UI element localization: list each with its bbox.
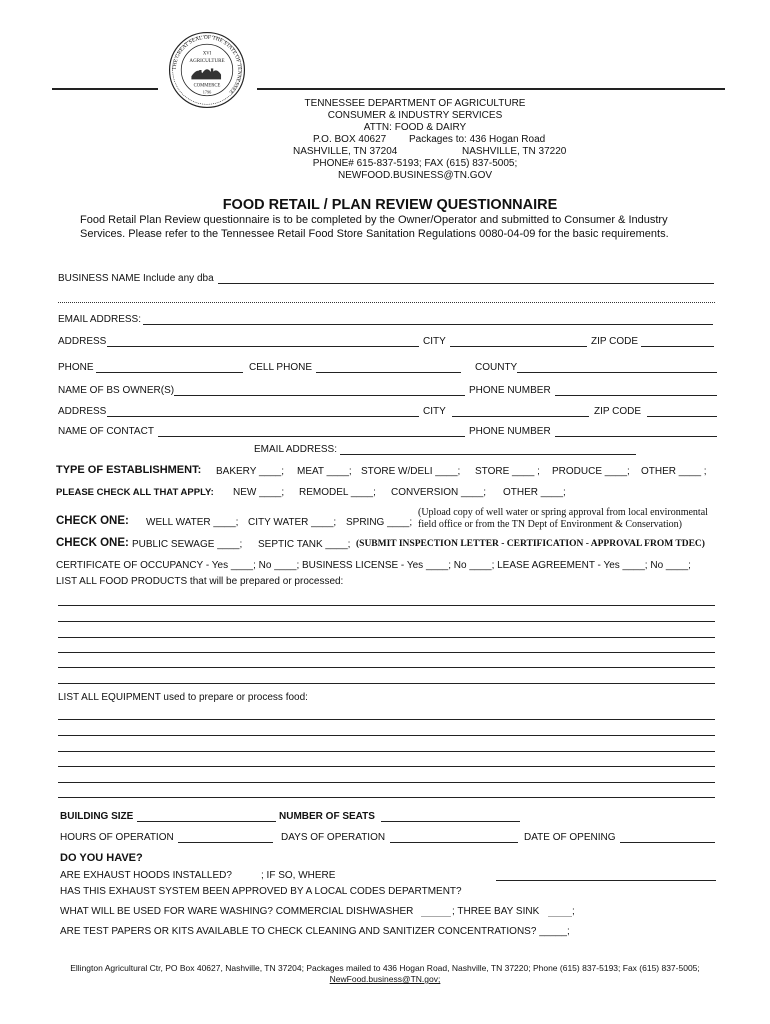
email-field-1[interactable] xyxy=(143,324,713,325)
building-size-label: BUILDING SIZE xyxy=(60,811,134,822)
county-label: COUNTY xyxy=(475,362,518,373)
email-label-1: EMAIL ADDRESS: xyxy=(58,314,141,325)
equipment-line-3[interactable] xyxy=(58,751,715,752)
food-products-line-6[interactable] xyxy=(58,683,715,684)
three-bay-sink-field[interactable] xyxy=(548,916,572,917)
establishment-other[interactable]: OTHER ____ ; xyxy=(641,466,707,477)
header-city-left: NASHVILLE, TN 37204 xyxy=(293,146,398,157)
email-label-2: EMAIL ADDRESS: xyxy=(254,444,337,455)
water-note-1: (Upload copy of well water or spring approval from local environmental xyxy=(418,507,708,518)
water-spring[interactable]: SPRING ____; xyxy=(346,517,413,528)
number-of-seats-field[interactable] xyxy=(381,821,520,822)
water-well[interactable]: WELL WATER ____; xyxy=(146,517,239,528)
building-size-field[interactable] xyxy=(137,821,276,822)
equipment-label: LIST ALL EQUIPMENT used to prepare or process food: xyxy=(58,692,308,703)
seal-agriculture: AGRICULTURE xyxy=(189,58,225,65)
equipment-line-6[interactable] xyxy=(58,797,715,798)
establishment-meat[interactable]: MEAT ____; xyxy=(297,466,352,477)
food-products-line-2[interactable] xyxy=(58,621,715,622)
do-you-have-heading: DO YOU HAVE? xyxy=(60,852,143,864)
header-attn: ATTN: FOOD & DAIRY xyxy=(363,122,467,133)
header-pobox: P.O. BOX 40627 xyxy=(313,134,387,145)
check-all-label: PLEASE CHECK ALL THAT APPLY: xyxy=(56,487,214,498)
county-field[interactable] xyxy=(517,372,717,373)
contact-field[interactable] xyxy=(158,436,465,437)
test-papers-label[interactable]: ARE TEST PAPERS OR KITS AVAILABLE TO CHECK CLEANING AND SANITIZER CONCENTRATIONS? _____; xyxy=(60,926,570,937)
address-label-1: ADDRESS xyxy=(58,336,107,347)
header-rule-right xyxy=(257,88,725,90)
footer-email-link[interactable]: NewFood.business@TN.gov; xyxy=(329,974,441,984)
sewage-check-one-label: CHECK ONE: xyxy=(56,537,129,549)
exhaust-label: ARE EXHAUST HOODS INSTALLED? xyxy=(60,870,232,881)
zip-field-1[interactable] xyxy=(641,346,714,347)
zip-label-1: ZIP CODE xyxy=(591,336,639,347)
seal-year: 1796 xyxy=(202,89,212,95)
food-products-line-1[interactable] xyxy=(58,605,715,606)
equipment-line-5[interactable] xyxy=(58,782,715,783)
if-so-where-label: ; IF SO, WHERE xyxy=(261,870,336,881)
check-new[interactable]: NEW ____; xyxy=(233,487,285,498)
exhaust-approved-label: HAS THIS EXHAUST SYSTEM BEEN APPROVED BY A LOCAL CODES DEPARTMENT? xyxy=(60,886,462,897)
business-name-label: BUSINESS NAME Include any dba xyxy=(58,273,214,284)
equipment-line-2[interactable] xyxy=(58,735,715,736)
check-conversion[interactable]: CONVERSION ____; xyxy=(391,487,487,498)
city-field-1[interactable] xyxy=(450,346,587,347)
phone-number-field-2[interactable] xyxy=(555,436,717,437)
phone-number-label-2: PHONE NUMBER xyxy=(469,426,551,437)
exhaust-where-field[interactable] xyxy=(496,880,716,881)
check-other[interactable]: OTHER ____; xyxy=(503,487,566,498)
address-field-2[interactable] xyxy=(107,416,419,417)
city-label-2: CITY xyxy=(423,406,446,417)
certificates-line[interactable]: CERTIFICATE OF OCCUPANCY - Yes ____; No ____; BUSINESS LICENSE - Yes ____; No ____; LEASE AGREEMENT - Yes ____; No ____; xyxy=(56,560,691,571)
phone-field[interactable] xyxy=(96,372,243,373)
three-bay-semicolon: ; xyxy=(572,906,575,917)
footer-address: Ellington Agricultural Ctr, PO Box 40627, Nashville, TN 37204; Packages mailed to 436 Hogan Road, Nashville, TN 37220; Phone (615) 837-5193; Fax (615) 837-5005; xyxy=(70,963,700,973)
hours-field[interactable] xyxy=(178,842,273,843)
address-label-2: ADDRESS xyxy=(58,406,107,417)
owner-label: NAME OF BS OWNER(S) xyxy=(58,385,175,396)
dishwasher-field[interactable] xyxy=(421,916,451,917)
days-label: DAYS OF OPERATION xyxy=(281,832,386,843)
hours-label: HOURS OF OPERATION xyxy=(60,832,174,843)
header-packages: Packages to: 436 Hogan Road xyxy=(409,134,546,145)
city-label-1: CITY xyxy=(423,336,446,347)
page-title: FOOD RETAIL / PLAN REVIEW QUESTIONNAIRE xyxy=(222,197,558,213)
three-bay-sink-label: ; THREE BAY SINK xyxy=(452,906,540,917)
food-products-label: LIST ALL FOOD PRODUCTS that will be prepared or processed: xyxy=(56,576,344,587)
establishment-store-deli[interactable]: STORE W/DELI ____; xyxy=(361,466,461,477)
establishment-produce[interactable]: PRODUCE ____; xyxy=(552,466,630,477)
establishment-bakery[interactable]: BAKERY ____; xyxy=(216,466,285,477)
water-city[interactable]: CITY WATER ____; xyxy=(248,517,337,528)
food-products-line-3[interactable] xyxy=(58,637,715,638)
number-of-seats-label: NUMBER OF SEATS xyxy=(279,811,375,822)
ware-washing-label: WHAT WILL BE USED FOR WARE WASHING? COMMERCIAL DISHWASHER xyxy=(60,906,414,917)
header-city-right: NASHVILLE, TN 37220 xyxy=(462,146,567,157)
sewage-public[interactable]: PUBLIC SEWAGE ____; xyxy=(132,539,243,550)
seal-ring-text: THE GREAT SEAL OF THE STATE OF TENNESSEE xyxy=(171,34,243,95)
opening-label: DATE OF OPENING xyxy=(524,832,616,843)
phone-number-field-1[interactable] xyxy=(555,395,717,396)
address-field-1[interactable] xyxy=(107,346,419,347)
cell-phone-label: CELL PHONE xyxy=(249,362,312,373)
header-phone: PHONE# 615-837-5193; FAX (615) 837-5005; xyxy=(312,158,518,169)
contact-label: NAME OF CONTACT xyxy=(58,426,154,437)
water-note-2: field office or from the TN Dept of Environment & Conservation) xyxy=(418,519,683,530)
establishment-store[interactable]: STORE ____ ; xyxy=(475,466,540,477)
city-field-2[interactable] xyxy=(452,416,589,417)
check-remodel[interactable]: REMODEL ____; xyxy=(299,487,376,498)
intro-line-1: Food Retail Plan Review questionnaire is to be completed by the Owner/Operator and submitted to Consumer & Industry xyxy=(80,214,668,226)
phone-label: PHONE xyxy=(58,362,94,373)
food-products-line-5[interactable] xyxy=(58,667,715,668)
sewage-septic[interactable]: SEPTIC TANK ____; xyxy=(258,539,351,550)
header-email: NEWFOOD.BUSINESS@TN.GOV xyxy=(337,170,493,181)
equipment-line-4[interactable] xyxy=(58,766,715,767)
owner-field[interactable] xyxy=(174,395,465,396)
seal-numeral: XVI xyxy=(202,51,212,57)
business-name-field[interactable] xyxy=(218,283,714,284)
opening-field[interactable] xyxy=(620,842,715,843)
email-field-2[interactable] xyxy=(340,454,636,455)
seal-commerce: COMMERCE xyxy=(193,83,221,89)
water-check-one-label: CHECK ONE: xyxy=(56,515,129,527)
intro-line-2: Services. Please refer to the Tennessee Retail Food Store Sanitation Regulations 0080-04-09 for the basic requirements. xyxy=(80,228,669,240)
business-name-field-2[interactable] xyxy=(58,302,715,303)
header-rule-left xyxy=(52,88,158,90)
zip-label-2: ZIP CODE xyxy=(594,406,642,417)
food-products-line-4[interactable] xyxy=(58,652,715,653)
sewage-note: (SUBMIT INSPECTION LETTER - CERTIFICATION - APPROVAL FROM TDEC) xyxy=(356,539,705,549)
zip-field-2[interactable] xyxy=(647,416,717,417)
equipment-line-1[interactable] xyxy=(58,719,715,720)
days-field[interactable] xyxy=(390,842,518,843)
header-division: CONSUMER & INDUSTRY SERVICES xyxy=(327,110,503,121)
cell-phone-field[interactable] xyxy=(316,372,461,373)
phone-number-label-1: PHONE NUMBER xyxy=(469,385,551,396)
header-dept: TENNESSEE DEPARTMENT OF AGRICULTURE xyxy=(304,98,526,109)
establishment-label: TYPE OF ESTABLISHMENT: xyxy=(56,464,202,476)
